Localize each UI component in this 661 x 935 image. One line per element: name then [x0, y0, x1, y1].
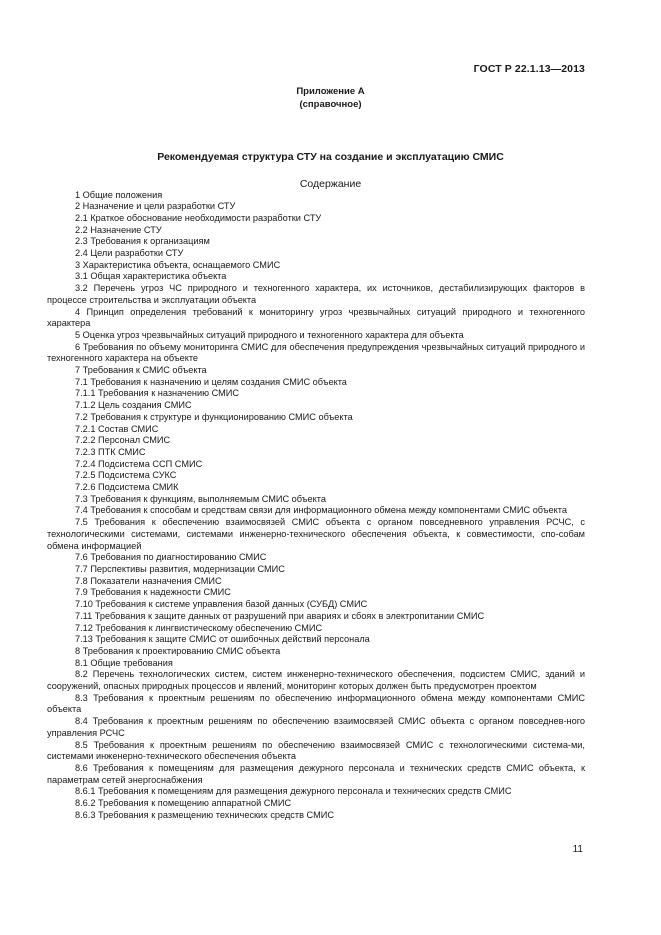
toc-entry: 8.6.3 Требования к размещению технических средств СМИС — [75, 809, 334, 820]
toc-entry: 7.2.2 Персонал СМИС — [75, 435, 171, 446]
toc-entry: 4 Принцип определения требований к мониторингу угроз чрезвычайных ситуаций природного и техногенного характера — [47, 306, 585, 329]
toc-entry: 8.6.2 Требования к помещению аппаратной СМИС — [75, 798, 292, 809]
toc-entry: 2.2 Назначение СТУ — [75, 224, 162, 235]
toc-entry: 3.2 Перечень угроз ЧС природного и техногенного характера, их источников, дестабилизирующих факторов в процессе строительства и эксплуатации объекта — [47, 283, 585, 305]
toc-entry: 2.4 Цели разработки СТУ — [75, 248, 184, 259]
toc-entry: 8.6.1 Требования к помещениям для размещения дежурного персонала и технических средств СМИС — [75, 786, 512, 797]
toc-entry: 7.12 Требования к лингвистическому обеспечению СМИС — [75, 622, 323, 633]
toc-entry: 3 Характеристика объекта, оснащаемого СМИС — [75, 259, 281, 270]
annex-title: Приложение А — [296, 86, 365, 97]
toc-entry: 3.1 Общая характеристика объекта — [75, 271, 227, 282]
toc-heading: Содержание — [299, 178, 362, 190]
toc-entry: 2.3 Требования к организациям — [75, 236, 210, 247]
annex-subtitle: (справочное) — [299, 98, 362, 110]
toc-entry: 6 Требования по объему мониторинга СМИС для обеспечения предупреждения чрезвычайных ситуаций природного и техногенного характера на объекте — [47, 341, 585, 364]
toc-entry: 8.2 Перечень технологических систем, систем инженерно-технического обеспечения, подсистем СМИС, зданий и сооружений, опасных природных процессов и явлений, мониторинг которых должен быть предусмотрен проектом — [47, 669, 585, 692]
toc-entry: 7 Требования к СМИС объекта — [75, 365, 207, 376]
document-code: ГОСТ Р 22.1.13—2013 — [473, 63, 585, 75]
toc-entry: 1 Общие положения — [75, 189, 163, 200]
toc-entry: 7.2.5 Подсистема СУКС — [75, 470, 177, 481]
toc-entry: 7.3 Требования к функциям, выполняемым СМИС объекта — [75, 493, 326, 504]
toc-entry: 7.9 Требования к надежности СМИС — [75, 587, 231, 598]
toc-entry: 7.1.2 Цель создания СМИС — [75, 400, 192, 411]
toc-entry: 7.8 Показатели назначения СМИС — [75, 575, 222, 586]
toc-entry: 7.2.6 Подсистема СМИК — [75, 482, 179, 493]
toc-entry: 2.1 Краткое обоснование необходимости разработки СТУ — [75, 212, 322, 223]
toc-entry: 8.1 Общие требования — [75, 657, 173, 668]
toc-entry: 8.5 Требования к проектным решениям по обеспечению взаимосвязей СМИС с технологическими система-ми, системами инженерно-технического обеспечения объекта — [47, 739, 585, 762]
annex-header — [0, 86, 661, 111]
toc-entry: 7.1.1 Требования к назначению СМИС — [75, 388, 240, 399]
toc-entry: 5 Оценка угроз чрезвычайных ситуаций природного и техногенного характера для объекта — [75, 329, 464, 340]
toc-entry: 7.2 Требования к структуре и функционированию СМИС объекта — [75, 411, 353, 422]
toc-entry: 7.6 Требования по диагностированию СМИС — [75, 552, 267, 563]
toc-entry: 7.7 Перспективы развития, модернизации СМИС — [75, 564, 285, 574]
toc-entry: 7.11 Требования к защите данных от разрушений при авариях и сбоях в электропитании СМИС — [75, 610, 485, 621]
toc-entry: 7.13 Требования к защите СМИС от ошибочных действий персонала — [75, 634, 370, 645]
toc-entry: 7.2.3 ПТК СМИС — [75, 446, 146, 457]
toc-entry: 8.4 Требования к проектным решениям по обеспечению взаимосвязей СМИС объекта с органом повседнев-ного управления РСЧС — [47, 716, 585, 738]
toc-entry: 8.6 Требования к помещениям для размещения дежурного персонала и технических средств СМИС объекта, к параметрам сетей энергоснабжения — [47, 762, 585, 785]
toc-entry: 7.2.4 Подсистема ССП СМИС — [75, 458, 203, 469]
toc-entry: 7.5 Требования к обеспечению взаимосвязей СМИС объекта с органом повседневного управления РСЧС, с технологическими системами, системами инженерно-технического обеспечения объекта, к совместимости, спо-собам обмена информацией — [47, 517, 585, 551]
toc-entry: 7.10 Требования к системе управления базой данных (СУБД) СМИС — [75, 599, 368, 610]
toc-entry: 7.4 Требования к способам и средствам связи для информационного обмена между компонентами СМИС объекта — [75, 505, 567, 516]
toc-entry: 8.3 Требования к проектным решениям по обеспечению информационного обмена между компонентами СМИС объекта — [47, 692, 585, 715]
table-of-contents — [47, 190, 585, 822]
page-number: 11 — [572, 844, 583, 855]
toc-entry: 7.2.1 Состав СМИС — [75, 423, 159, 434]
toc-entry: 2 Назначение и цели разработки СТУ — [75, 201, 236, 212]
toc-entry: 8 Требования к проектированию СМИС объекта — [75, 645, 281, 656]
toc-entry: 7.1 Требования к назначению и целям создания СМИС объекта — [75, 376, 347, 387]
document-title: Рекомендуемая структура СТУ на создание и эксплуатацию СМИС — [157, 151, 504, 163]
